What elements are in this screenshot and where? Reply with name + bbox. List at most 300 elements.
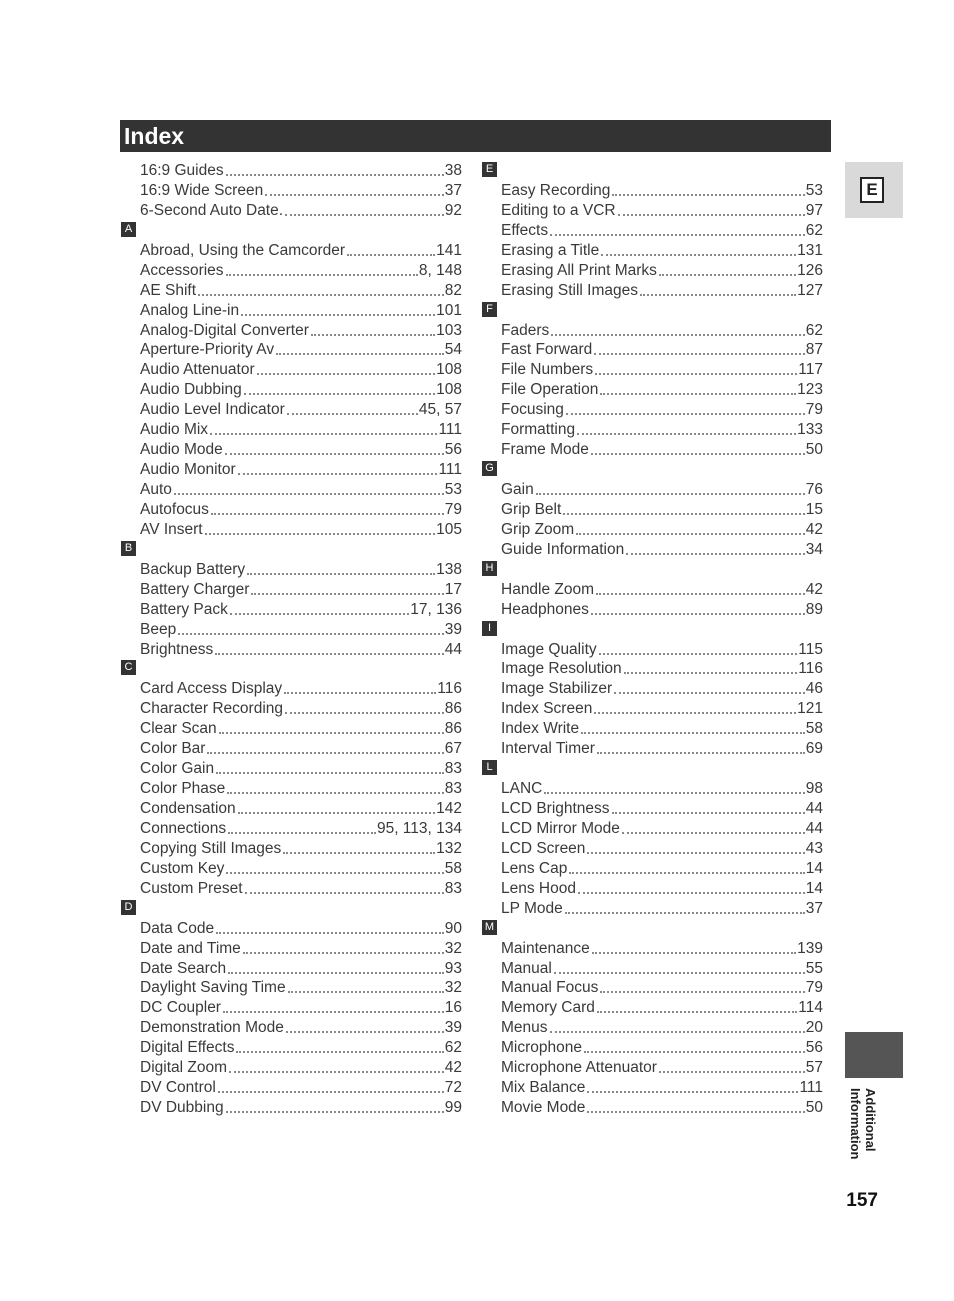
entry-name: Audio Mode (140, 441, 223, 459)
dot-leader (622, 832, 805, 834)
entry-name: File Operation (501, 381, 599, 399)
entry-name: Clear Scan (140, 720, 217, 738)
dot-leader (215, 653, 444, 655)
dot-leader (581, 732, 805, 734)
index-entry (481, 778, 825, 798)
index-entry (120, 977, 464, 997)
entry-page: 111 (438, 421, 462, 439)
entry-page: 46 (805, 680, 823, 698)
entry-name: Custom Key (140, 859, 225, 877)
entry-name: LANC (501, 780, 543, 798)
entry-page: 34 (805, 540, 823, 558)
entry-name: Faders (501, 321, 550, 339)
page-number: 157 (846, 1190, 878, 1211)
index-entry-line (501, 1077, 823, 1097)
entry-name: Image Resolution (501, 660, 622, 678)
entry-page: 37 (805, 899, 823, 917)
letter-heading-row (120, 898, 464, 918)
dot-leader (244, 393, 435, 395)
letter-heading-row (120, 539, 464, 559)
entry-page: 57 (805, 1059, 823, 1077)
letter-heading-row (481, 300, 825, 320)
index-entry-line (140, 858, 462, 878)
entry-page: 93 (444, 959, 462, 977)
dot-leader (624, 672, 798, 674)
dot-leader (178, 633, 444, 635)
index-entry (481, 220, 825, 240)
dot-leader (612, 194, 804, 196)
dot-leader (591, 613, 805, 615)
entry-page: 45, 57 (418, 401, 462, 419)
entry-page: 116 (437, 680, 462, 698)
index-entry (120, 778, 464, 798)
entry-page: 58 (444, 859, 462, 877)
index-entry (481, 1017, 825, 1037)
entry-page: 42 (805, 580, 823, 598)
entry-page: 16 (444, 999, 462, 1017)
dot-leader (554, 972, 805, 974)
index-entry-line (140, 977, 462, 997)
index-entry (120, 180, 464, 200)
index-entry-line (140, 718, 462, 738)
index-entry (481, 240, 825, 260)
index-entry (120, 200, 464, 220)
entry-name: Handle Zoom (501, 580, 595, 598)
entry-page: 54 (444, 341, 462, 359)
dot-leader (592, 952, 796, 954)
letter-heading: A (121, 222, 136, 237)
entry-page: 72 (444, 1079, 462, 1097)
index-entry-line (140, 200, 462, 220)
index-entry-line (140, 738, 462, 758)
dot-leader (211, 513, 444, 515)
dot-leader (600, 991, 804, 993)
index-entry-line (140, 300, 462, 320)
entry-page: 139 (797, 939, 823, 957)
letter-heading: F (482, 302, 497, 317)
letter-heading: L (482, 760, 497, 775)
index-entry-line (501, 180, 823, 200)
index-entry (481, 180, 825, 200)
index-entry (481, 200, 825, 220)
entry-page: 39 (444, 620, 462, 638)
entry-page: 38 (444, 162, 462, 179)
index-entry-line (501, 439, 823, 459)
index-entry-line (140, 639, 462, 659)
entry-page: 82 (444, 281, 462, 299)
letter-heading-row (481, 559, 825, 579)
entry-name: Formatting (501, 421, 576, 439)
entry-name: Character Recording (140, 700, 284, 718)
entry-name: Erasing All Print Marks (501, 261, 657, 279)
entry-page: 14 (805, 859, 823, 877)
entry-name: Connections (140, 819, 227, 837)
entry-name: Frame Mode (501, 441, 589, 459)
index-entry (120, 878, 464, 898)
dot-leader (597, 1011, 797, 1013)
entry-name: Interval Timer (501, 740, 595, 758)
index-entry (120, 599, 464, 619)
dot-leader (576, 533, 805, 535)
entry-name: Mix Balance (501, 1079, 586, 1097)
index-entry (120, 419, 464, 439)
dot-leader (223, 1011, 444, 1013)
dot-leader (626, 553, 805, 555)
entry-page: 79 (444, 500, 462, 518)
index-entry (120, 698, 464, 718)
index-entry (120, 260, 464, 280)
index-entry (481, 818, 825, 838)
entry-page: 114 (798, 999, 823, 1017)
index-entry (481, 1037, 825, 1057)
entry-name: 16:9 Wide Screen (140, 181, 264, 199)
entry-name: Maintenance (501, 939, 590, 957)
index-entry-line (140, 359, 462, 379)
index-entry-line (140, 1037, 462, 1057)
index-entry-line (140, 479, 462, 499)
index-entry-line (140, 439, 462, 459)
dot-leader (288, 991, 444, 993)
letter-heading: D (121, 900, 136, 915)
entry-page: 43 (805, 839, 823, 857)
entry-page: 121 (797, 700, 823, 718)
entry-page: 105 (436, 520, 462, 538)
dot-leader (174, 493, 444, 495)
index-entry (481, 698, 825, 718)
index-entry-line (140, 280, 462, 300)
index-entry (481, 838, 825, 858)
letter-heading-row (481, 459, 825, 479)
dot-leader (226, 872, 443, 874)
index-entry (481, 499, 825, 519)
index-entry (120, 798, 464, 818)
index-entry-line (501, 678, 823, 698)
index-entry (120, 958, 464, 978)
dot-leader (198, 294, 444, 296)
entry-page: 15 (805, 500, 823, 518)
entry-page: 126 (797, 261, 823, 279)
entry-page: 97 (805, 201, 823, 219)
entry-name: Date and Time (140, 939, 241, 957)
entry-name: Copying Still Images (140, 839, 282, 857)
entry-page: 14 (805, 879, 823, 897)
entry-page: 83 (444, 760, 462, 778)
entry-page: 90 (444, 919, 462, 937)
index-entry (120, 399, 464, 419)
entry-page: 133 (797, 421, 823, 439)
index-entry-line (501, 320, 823, 340)
dot-leader (257, 373, 436, 375)
entry-page: 98 (805, 780, 823, 798)
entry-page: 44 (805, 800, 823, 817)
index-entry (481, 479, 825, 499)
dot-leader (536, 493, 805, 495)
index-entry-line (501, 698, 823, 718)
dot-leader (584, 1051, 805, 1053)
index-entry-line (140, 339, 462, 359)
dot-leader (618, 214, 805, 216)
index-entry-line (501, 419, 823, 439)
dot-leader (601, 254, 796, 256)
index-entry-line (140, 499, 462, 519)
entry-name: LCD Mirror Mode (501, 819, 620, 837)
index-entry-line (140, 160, 462, 180)
index-entry (481, 439, 825, 459)
index-entry-line (140, 838, 462, 858)
entry-name: Battery Pack (140, 600, 228, 618)
index-entry (481, 997, 825, 1017)
index-entry (481, 718, 825, 738)
entry-page: 55 (805, 959, 823, 977)
index-entry (481, 1057, 825, 1077)
letter-heading-row (481, 918, 825, 938)
index-entry (481, 878, 825, 898)
index-entry (120, 579, 464, 599)
index-entry-line (140, 1017, 462, 1037)
index-entry-line (140, 778, 462, 798)
entry-page: 101 (436, 301, 462, 319)
index-entry-line (501, 818, 823, 838)
dot-leader (265, 194, 444, 196)
index-entry (481, 260, 825, 280)
entry-page: 108 (436, 381, 462, 399)
letter-heading-row (120, 658, 464, 678)
entry-page: 58 (805, 720, 823, 738)
index-entry-line (140, 579, 462, 599)
dot-leader (563, 513, 804, 515)
entry-page: 123 (797, 381, 823, 399)
index-entry (481, 599, 825, 619)
entry-page: 62 (805, 221, 823, 239)
index-entry (481, 898, 825, 918)
entry-name: Auto (140, 481, 172, 498)
letter-heading: M (482, 920, 497, 935)
index-entry (120, 280, 464, 300)
index-entry (481, 280, 825, 300)
dot-leader (251, 593, 443, 595)
entry-name: Guide Information (501, 540, 625, 558)
entry-name: Manual (501, 959, 552, 977)
entry-page: 127 (797, 281, 823, 299)
index-entry (120, 1057, 464, 1077)
index-entry-line (140, 379, 462, 399)
dot-leader (285, 712, 444, 714)
entry-page: 42 (805, 520, 823, 538)
index-entry-line (501, 778, 823, 798)
index-entry (120, 678, 464, 698)
index-entry (481, 738, 825, 758)
chapter-label (844, 1088, 878, 1170)
index-entry-line (501, 280, 823, 300)
dot-leader (226, 274, 418, 276)
index-entry-line (501, 738, 823, 758)
entry-page: 37 (444, 181, 462, 199)
entry-page: 116 (798, 660, 823, 678)
index-entry-line (501, 1037, 823, 1057)
letter-heading: G (482, 461, 497, 476)
index-entry (481, 1097, 825, 1117)
entry-page: 111 (799, 1079, 823, 1097)
dot-leader (287, 413, 418, 415)
entry-page: 103 (436, 321, 462, 339)
index-entry-line (501, 579, 823, 599)
entry-name: DV Control (140, 1079, 216, 1097)
index-entry (481, 419, 825, 439)
entry-name: Color Gain (140, 760, 215, 778)
entry-page: 50 (805, 441, 823, 459)
index-entry (481, 678, 825, 698)
index-entry (120, 519, 464, 539)
dot-leader (276, 353, 444, 355)
index-entry (481, 339, 825, 359)
entry-name: Menus (501, 1019, 548, 1037)
index-entry-line (501, 958, 823, 978)
index-entry (120, 619, 464, 639)
chapter-label-text (848, 1088, 878, 1170)
index-entry-line (140, 519, 462, 539)
chapter-marker-block (845, 1032, 903, 1078)
index-entry (120, 858, 464, 878)
index-entry (120, 320, 464, 340)
index-entry-line (501, 200, 823, 220)
entry-name: Gain (501, 481, 534, 498)
entry-name: DC Coupler (140, 999, 221, 1017)
index-entry-line (501, 379, 823, 399)
index-entry-line (501, 898, 823, 918)
dot-leader (219, 732, 444, 734)
entry-name: Index Screen (501, 700, 593, 718)
letter-heading: H (482, 561, 497, 576)
entry-name: Backup Battery (140, 560, 246, 578)
entry-page: 131 (797, 241, 823, 259)
letter-heading-row (481, 758, 825, 778)
entry-page: 32 (444, 939, 462, 957)
index-entry (481, 977, 825, 997)
entry-name: Digital Effects (140, 1039, 235, 1057)
dot-leader (594, 353, 804, 355)
index-entry-line (501, 639, 823, 659)
entry-page: 132 (436, 839, 462, 857)
page-title: Index (124, 123, 185, 149)
dot-leader (544, 792, 804, 794)
entry-name: Beep (140, 620, 177, 638)
entry-page: 53 (805, 181, 823, 199)
dot-leader (226, 174, 444, 176)
dot-leader (283, 852, 435, 854)
section-tab-letter: E (860, 177, 884, 203)
entry-page: 108 (436, 361, 462, 379)
index-entry-line (501, 977, 823, 997)
dot-leader (612, 812, 805, 814)
index-entry-line (501, 1057, 823, 1077)
dot-leader (247, 573, 435, 575)
dot-leader (347, 254, 435, 256)
entry-name: LCD Screen (501, 839, 586, 857)
entry-page: 111 (438, 461, 462, 479)
entry-name: Audio Level Indicator (140, 401, 285, 419)
entry-name: Condensation (140, 800, 236, 817)
dot-leader (227, 792, 443, 794)
entry-page: 67 (444, 740, 462, 758)
entry-page: 44 (444, 640, 462, 658)
entry-name: Fast Forward (501, 341, 593, 359)
dot-leader (577, 433, 796, 435)
dot-leader (243, 952, 444, 954)
entry-name: Manual Focus (501, 979, 599, 997)
index-entry (120, 738, 464, 758)
dot-leader (284, 692, 436, 694)
index-entry (120, 300, 464, 320)
dot-leader (659, 1071, 805, 1073)
dot-leader (600, 393, 796, 395)
entry-name: Memory Card (501, 999, 595, 1017)
dot-leader (226, 1111, 444, 1113)
dot-leader (228, 972, 444, 974)
entry-page: 50 (805, 1099, 823, 1117)
dot-leader (286, 1031, 444, 1033)
entry-name: Grip Belt (501, 500, 562, 518)
index-entry-line (140, 1057, 462, 1077)
entry-page: 8, 148 (418, 261, 462, 279)
section-tab (845, 162, 903, 218)
entry-name: 6-Second Auto Date. (140, 201, 284, 219)
entry-name: Focusing (501, 401, 564, 419)
entry-page: 17 (444, 580, 462, 598)
index-entry (481, 639, 825, 659)
index-entry-line (501, 938, 823, 958)
index-entry-line (501, 718, 823, 738)
entry-page: 39 (444, 1019, 462, 1037)
index-entry-line (140, 958, 462, 978)
entry-name: Brightness (140, 640, 214, 658)
entry-page: 83 (444, 879, 462, 897)
index-entry (120, 1037, 464, 1057)
entry-name: Editing to a VCR (501, 201, 616, 219)
dot-leader (216, 772, 444, 774)
entry-name: Custom Preset (140, 879, 243, 897)
dot-leader (238, 812, 435, 814)
entry-name: Audio Mix (140, 421, 209, 439)
index-entry-line (501, 798, 823, 818)
index-entry (120, 639, 464, 659)
entry-page: 79 (805, 401, 823, 419)
dot-leader (569, 872, 804, 874)
index-entry (481, 579, 825, 599)
index-entry (481, 958, 825, 978)
index-entry (120, 499, 464, 519)
entry-name: Image Quality (501, 640, 597, 658)
dot-leader (238, 473, 438, 475)
index-entry-line (140, 599, 462, 619)
entry-page: 115 (798, 640, 823, 658)
entry-name: File Numbers (501, 361, 594, 379)
index-entry-line (501, 240, 823, 260)
dot-leader (210, 433, 437, 435)
dot-leader (311, 334, 435, 336)
entry-page: 83 (444, 780, 462, 798)
index-entry (120, 459, 464, 479)
entry-name: Erasing a Title (501, 241, 600, 259)
index-column-left (120, 160, 464, 1117)
index-entry-line (501, 878, 823, 898)
index-entry (120, 339, 464, 359)
entry-page: 17, 136 (410, 600, 462, 618)
entry-page: 92 (444, 201, 462, 219)
entry-page: 62 (444, 1039, 462, 1057)
letter-heading-row (481, 160, 825, 180)
entry-page: 53 (444, 481, 462, 498)
dot-leader (236, 1051, 443, 1053)
